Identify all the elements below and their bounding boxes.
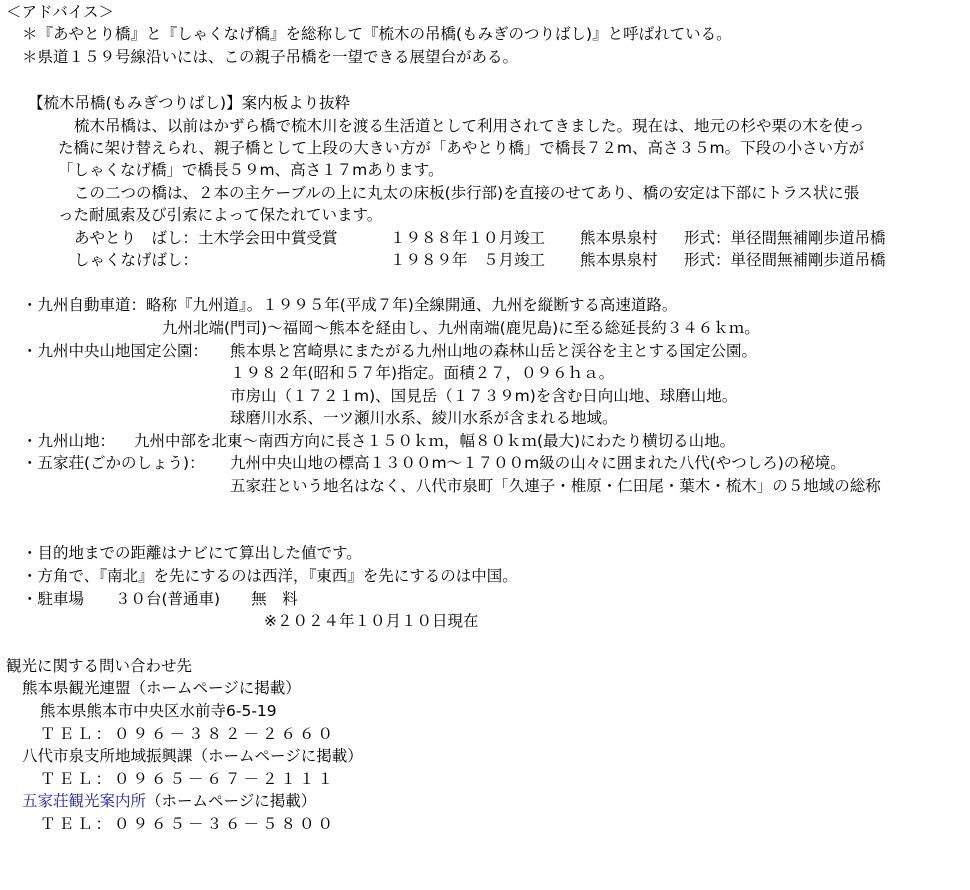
glossary-desc: 九州中部を北東〜南西方向に長さ１５０ｋｍ，幅８０ｋｍ(最大)にわたり横切る山地。 (134, 432, 736, 450)
glossary-term: ・九州自動車道： (22, 296, 147, 314)
signboard-paragraph-line: 「しゃくなげ橋」で橋長５９m、高さ１７mあります。 (58, 161, 444, 179)
note-line: ・方角で、『南北』を先にするのは西洋，『東西』を先にするのは中国。 (22, 567, 518, 585)
signboard-paragraph-line: この二つの橋は、２本の主ケーブルの上に丸太の床板(歩行部)を直接のせてあり、橋の安定は下部にトラス状に張 (74, 184, 860, 202)
glossary-desc: 九州中央山地の標高１３００m〜１７００m級の山々に囲まれた八代(やつしろ)の秘境。 (230, 454, 846, 472)
contact-address: 熊本県熊本市中央区水前寺6-5-19 (40, 702, 277, 720)
note-line: ・駐車場 ３０台(普通車) 無 料 (22, 590, 298, 608)
glossary-desc: 球磨川水系、一ツ瀬川水系、綾川水系が含まれる地域。 (230, 409, 618, 427)
glossary-term: ・五家荘(ごかのしょう)： (22, 454, 205, 472)
glossary-desc: １９８２年(昭和５７年)指定。面積２７，０９６ｈａ。 (230, 364, 615, 382)
contact-org-name: 熊本県観光連盟（ホームページに掲載） (22, 679, 301, 697)
bridge-place: 熊本県泉村 (580, 251, 658, 269)
contact-org-name: 八代市泉支所地域振興課（ホームページに掲載） (22, 747, 363, 765)
glossary-desc: 九州北端(門司)〜福岡〜熊本を経由し、九州南端(鹿児島)に至る総延長約３４６ｋｍ。 (162, 319, 760, 337)
bridge-type: 形式：単径間無補剛歩道吊橋 (684, 229, 886, 247)
signboard-title: 【梳木吊橋(もみぎつりばし)】案内板より抜粋 (28, 94, 351, 112)
bridge-year: １９８９年 ５月竣工 (390, 251, 546, 269)
as-of-date: ※２０２４年１０月１０日現在 (264, 612, 479, 630)
glossary-desc: 略称『九州道』。１９９５年(平成７年)全線開通、九州を縦断する高速道路。 (146, 296, 678, 314)
advice-heading: ＜アドバイス＞ (6, 3, 115, 21)
contact-tel: ＴＥＬ：０９６－３８２－２６６０ (40, 725, 337, 743)
contact-org-suffix: （ホームページに掲載） (146, 792, 317, 810)
bridge-place: 熊本県泉村 (580, 229, 658, 247)
contact-tel: ＴＥＬ：０９６５－３６－５８００ (40, 815, 337, 833)
bridge-name: しゃくなげばし： (74, 251, 199, 269)
glossary-desc: 市房山（１７２１m)、国見岳（１７３９m)を含む日向山地、球磨山地。 (230, 387, 738, 405)
bridge-year: １９８８年１０月竣工 (390, 229, 546, 247)
glossary-term: ・九州山地： (22, 432, 116, 450)
bridge-type: 形式：単径間無補剛歩道吊橋 (684, 251, 886, 269)
note-line: ・目的地までの距離はナビにて算出した値です。 (22, 544, 362, 562)
glossary-desc: 熊本県と宮崎県にまたがる九州山地の森林山岳と渓谷を主とする国定公園。 (230, 342, 758, 360)
contact-org-row (22, 791, 316, 811)
signboard-paragraph-line: った耐風索及び引索によって保たれています。 (58, 206, 383, 224)
bridge-name: あやとり ばし：土木学会田中賞受賞 (74, 229, 338, 247)
glossary-term: ・九州中央山地国定公園： (22, 342, 209, 360)
advice-line: ＊『あやとり橋』と『しゃくなげ橋』を総称して『梳木の吊橋(もみぎのつりばし)』と呼ばれている。 (22, 25, 732, 43)
contacts-heading: 観光に関する問い合わせ先 (6, 657, 193, 675)
advice-line: ＊県道１５９号線沿いには、この親子吊橋を一望できる展望台がある。 (22, 48, 519, 66)
glossary-desc: 五家荘という地名はなく、八代市泉町「久連子・椎原・仁田尾・葉木・梳木」の５地域の総称 (230, 477, 881, 495)
signboard-paragraph-line: 梳木吊橋は、以前はかずら橋で梳木川を渡る生活道として利用されてきました。現在は、地元の杉や栗の木を使っ (74, 117, 865, 135)
gokanosho-tourist-info-link[interactable]: 五家荘観光案内所 (22, 792, 147, 810)
signboard-paragraph-line: た橋に架け替えられ、親子橋として上段の大きい方が「あやとり橋」で橋長７２m、高さ３５m。下段の小さい方が (58, 139, 865, 157)
contact-tel: ＴＥＬ：０９６５－６７－２１１１ (40, 770, 337, 788)
